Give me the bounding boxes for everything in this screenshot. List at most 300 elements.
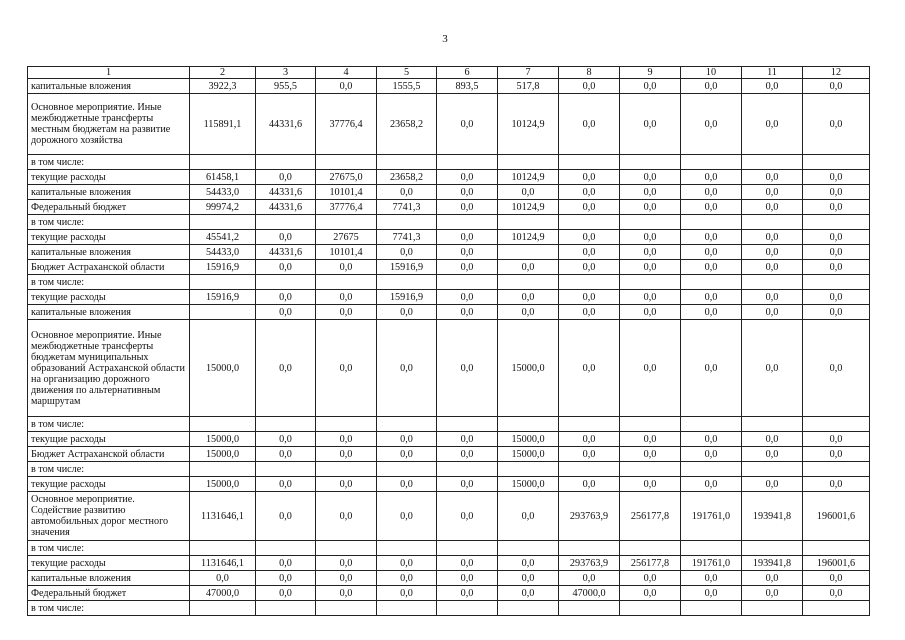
table-cell: 0,0	[256, 260, 316, 275]
table-cell: 0,0	[681, 571, 742, 586]
table-cell: 0,0	[437, 170, 498, 185]
table-cell	[190, 275, 256, 290]
table-cell: 27675	[316, 230, 377, 245]
table-cell	[681, 601, 742, 616]
table-cell: 0,0	[803, 185, 870, 200]
table-cell	[498, 215, 559, 230]
table-cell: 7741,3	[377, 200, 437, 215]
table-cell: 0,0	[742, 79, 803, 94]
table-cell: 0,0	[742, 185, 803, 200]
table-cell: 0,0	[803, 245, 870, 260]
table-row	[28, 200, 870, 215]
table-cell	[681, 155, 742, 170]
table-row	[28, 586, 870, 601]
table-cell	[437, 462, 498, 477]
table-cell	[498, 155, 559, 170]
table-cell: 0,0	[437, 185, 498, 200]
table-cell: 15916,9	[190, 290, 256, 305]
table-cell: 0,0	[377, 556, 437, 571]
table-cell: 0,0	[681, 447, 742, 462]
table-cell: 0,0	[437, 94, 498, 155]
table-cell	[190, 541, 256, 556]
table-cell: 0,0	[377, 586, 437, 601]
table-cell	[190, 155, 256, 170]
row-label: текущие расходы	[28, 432, 190, 447]
table-cell: 0,0	[316, 447, 377, 462]
table-cell: 0,0	[620, 432, 681, 447]
table-cell: 0,0	[620, 290, 681, 305]
table-cell	[256, 462, 316, 477]
table-cell: 7741,3	[377, 230, 437, 245]
table-cell: 0,0	[316, 260, 377, 275]
table-cell	[620, 155, 681, 170]
table-cell: 517,8	[498, 79, 559, 94]
table-cell	[559, 462, 620, 477]
table-cell: 0,0	[742, 200, 803, 215]
table-cell: 0,0	[742, 432, 803, 447]
table-cell: 15916,9	[377, 290, 437, 305]
table-row	[28, 320, 870, 417]
table-cell	[620, 215, 681, 230]
table-cell	[377, 215, 437, 230]
table-cell	[559, 541, 620, 556]
table-cell: 0,0	[620, 230, 681, 245]
row-label: текущие расходы	[28, 170, 190, 185]
table-cell	[559, 601, 620, 616]
table-cell: 15000,0	[190, 320, 256, 417]
table-cell: 0,0	[681, 94, 742, 155]
row-label: в том числе:	[28, 215, 190, 230]
row-label: в том числе:	[28, 155, 190, 170]
table-cell: 893,5	[437, 79, 498, 94]
table-cell	[190, 462, 256, 477]
table-cell: 0,0	[498, 556, 559, 571]
table-cell: 0,0	[437, 305, 498, 320]
column-header: 8	[559, 67, 620, 79]
table-cell: 0,0	[316, 586, 377, 601]
table-cell	[620, 275, 681, 290]
table-cell: 0,0	[742, 94, 803, 155]
table-cell: 15000,0	[498, 432, 559, 447]
table-cell: 37776,4	[316, 94, 377, 155]
table-cell: 0,0	[437, 586, 498, 601]
table-cell: 1131646,1	[190, 556, 256, 571]
table-cell: 0,0	[742, 290, 803, 305]
column-header: 11	[742, 67, 803, 79]
table-cell: 191761,0	[681, 492, 742, 541]
table-cell: 0,0	[559, 447, 620, 462]
table-cell	[377, 155, 437, 170]
table-cell: 0,0	[742, 586, 803, 601]
column-header: 10	[681, 67, 742, 79]
table-cell	[742, 155, 803, 170]
table-cell	[256, 601, 316, 616]
table-cell: 0,0	[256, 305, 316, 320]
table-cell: 47000,0	[559, 586, 620, 601]
table-cell: 0,0	[256, 447, 316, 462]
row-label: в том числе:	[28, 462, 190, 477]
table-cell: 0,0	[559, 290, 620, 305]
row-label: капитальные вложения	[28, 305, 190, 320]
table-cell: 54433,0	[190, 245, 256, 260]
table-cell	[256, 155, 316, 170]
row-label: капитальные вложения	[28, 79, 190, 94]
table-cell: 0,0	[620, 305, 681, 320]
table-cell: 15000,0	[498, 320, 559, 417]
table-cell	[316, 462, 377, 477]
table-cell: 0,0	[377, 432, 437, 447]
table-row	[28, 155, 870, 170]
table-cell: 256177,8	[620, 556, 681, 571]
table-row	[28, 541, 870, 556]
table-cell: 0,0	[316, 556, 377, 571]
table-cell: 0,0	[803, 571, 870, 586]
table-cell: 0,0	[316, 290, 377, 305]
table-cell: 0,0	[803, 320, 870, 417]
table-cell: 193941,8	[742, 556, 803, 571]
table-cell: 54433,0	[190, 185, 256, 200]
row-label: в том числе:	[28, 417, 190, 432]
table-cell: 0,0	[316, 571, 377, 586]
table-cell: 0,0	[620, 245, 681, 260]
table-cell	[316, 417, 377, 432]
table-cell	[256, 275, 316, 290]
table-cell: 0,0	[316, 305, 377, 320]
table-cell: 0,0	[377, 477, 437, 492]
table-cell: 47000,0	[190, 586, 256, 601]
column-header: 1	[28, 67, 190, 79]
table-cell: 0,0	[437, 447, 498, 462]
table-cell: 0,0	[377, 185, 437, 200]
column-header: 12	[803, 67, 870, 79]
table-cell	[803, 601, 870, 616]
table-cell	[316, 155, 377, 170]
table-cell	[742, 275, 803, 290]
table-row	[28, 170, 870, 185]
table-cell: 15000,0	[498, 477, 559, 492]
table-cell: 10124,9	[498, 230, 559, 245]
table-cell: 0,0	[803, 94, 870, 155]
column-header: 2	[190, 67, 256, 79]
table-cell	[316, 541, 377, 556]
table-cell: 0,0	[620, 320, 681, 417]
table-cell: 10124,9	[498, 200, 559, 215]
table-cell: 0,0	[620, 185, 681, 200]
table-cell: 0,0	[256, 586, 316, 601]
table-cell	[190, 417, 256, 432]
table-cell: 3922,3	[190, 79, 256, 94]
table-cell	[190, 305, 256, 320]
table-cell	[803, 155, 870, 170]
table-cell: 0,0	[377, 492, 437, 541]
table-cell: 0,0	[377, 320, 437, 417]
table-cell: 0,0	[498, 571, 559, 586]
table-cell	[803, 275, 870, 290]
row-label: в том числе:	[28, 601, 190, 616]
table-row	[28, 492, 870, 541]
table-cell: 196001,6	[803, 556, 870, 571]
table-cell	[803, 541, 870, 556]
table-cell	[559, 215, 620, 230]
table-cell: 293763,9	[559, 492, 620, 541]
row-label: Федеральный бюджет	[28, 200, 190, 215]
table-cell: 0,0	[620, 447, 681, 462]
row-label: капитальные вложения	[28, 185, 190, 200]
table-cell	[803, 462, 870, 477]
table-cell: 44331,6	[256, 94, 316, 155]
table-cell: 15000,0	[498, 447, 559, 462]
table-cell	[681, 417, 742, 432]
table-cell: 0,0	[256, 230, 316, 245]
table-cell: 0,0	[498, 492, 559, 541]
table-cell: 0,0	[803, 447, 870, 462]
row-label: Бюджет Астраханской области	[28, 260, 190, 275]
table-cell	[437, 215, 498, 230]
table-cell	[190, 601, 256, 616]
table-row	[28, 477, 870, 492]
table-cell: 0,0	[742, 245, 803, 260]
table-cell: 0,0	[559, 170, 620, 185]
table-cell: 0,0	[256, 432, 316, 447]
table-cell: 955,5	[256, 79, 316, 94]
table-cell	[498, 541, 559, 556]
table-cell: 10124,9	[498, 94, 559, 155]
table-row	[28, 245, 870, 260]
table-cell	[803, 417, 870, 432]
table-cell: 0,0	[559, 200, 620, 215]
table-cell: 0,0	[620, 170, 681, 185]
table-cell: 15000,0	[190, 447, 256, 462]
table-cell	[437, 275, 498, 290]
table-cell: 0,0	[437, 571, 498, 586]
table-cell: 0,0	[681, 79, 742, 94]
table-cell: 45541,2	[190, 230, 256, 245]
table-cell: 0,0	[377, 447, 437, 462]
table-cell: 0,0	[681, 305, 742, 320]
table-cell	[620, 601, 681, 616]
table-cell	[742, 417, 803, 432]
table-cell: 0,0	[498, 305, 559, 320]
table-cell: 37776,4	[316, 200, 377, 215]
table-cell: 44331,6	[256, 245, 316, 260]
table-cell: 0,0	[681, 586, 742, 601]
table-cell: 0,0	[681, 432, 742, 447]
table-cell: 27675,0	[316, 170, 377, 185]
table-row	[28, 571, 870, 586]
table-cell: 0,0	[437, 290, 498, 305]
table-cell	[377, 601, 437, 616]
table-cell: 0,0	[742, 477, 803, 492]
table-row	[28, 290, 870, 305]
table-cell: 0,0	[559, 94, 620, 155]
table-cell	[377, 541, 437, 556]
table-cell: 191761,0	[681, 556, 742, 571]
row-label: текущие расходы	[28, 556, 190, 571]
table-cell: 0,0	[559, 79, 620, 94]
table-cell: 0,0	[256, 477, 316, 492]
table-cell: 0,0	[437, 556, 498, 571]
column-header: 9	[620, 67, 681, 79]
table-cell: 0,0	[437, 230, 498, 245]
table-cell: 256177,8	[620, 492, 681, 541]
table-cell	[742, 601, 803, 616]
table-cell	[498, 601, 559, 616]
table-cell	[681, 462, 742, 477]
row-label: Бюджет Астраханской области	[28, 447, 190, 462]
table-cell	[256, 541, 316, 556]
table-cell: 0,0	[498, 185, 559, 200]
column-header: 7	[498, 67, 559, 79]
row-label: текущие расходы	[28, 477, 190, 492]
table-cell: 0,0	[498, 290, 559, 305]
table-cell: 0,0	[620, 586, 681, 601]
table-row	[28, 462, 870, 477]
table-cell: 0,0	[559, 571, 620, 586]
row-label: в том числе:	[28, 275, 190, 290]
table-cell: 0,0	[377, 305, 437, 320]
table-cell	[742, 215, 803, 230]
table-cell: 0,0	[803, 79, 870, 94]
table-cell: 0,0	[742, 320, 803, 417]
table-cell: 10124,9	[498, 170, 559, 185]
table-cell	[377, 462, 437, 477]
table-cell: 0,0	[803, 290, 870, 305]
table-cell: 15000,0	[190, 477, 256, 492]
table-cell: 0,0	[803, 260, 870, 275]
table-cell: 0,0	[437, 200, 498, 215]
table-cell: 23658,2	[377, 94, 437, 155]
table-cell: 0,0	[559, 230, 620, 245]
table-cell: 0,0	[190, 571, 256, 586]
table-row	[28, 447, 870, 462]
table-cell: 0,0	[681, 170, 742, 185]
table-cell: 15916,9	[377, 260, 437, 275]
table-cell: 0,0	[316, 320, 377, 417]
table-cell: 0,0	[803, 477, 870, 492]
table-cell: 0,0	[742, 571, 803, 586]
table-cell: 10101,4	[316, 185, 377, 200]
table-cell: 0,0	[498, 586, 559, 601]
table-row	[28, 275, 870, 290]
table-cell: 0,0	[498, 260, 559, 275]
table-row	[28, 432, 870, 447]
table-cell	[256, 215, 316, 230]
row-label: капитальные вложения	[28, 571, 190, 586]
table-cell: 44331,6	[256, 185, 316, 200]
table-cell: 0,0	[256, 492, 316, 541]
column-header: 4	[316, 67, 377, 79]
table-cell: 293763,9	[559, 556, 620, 571]
table-cell	[620, 462, 681, 477]
table-cell: 115891,1	[190, 94, 256, 155]
table-cell	[803, 215, 870, 230]
table-cell	[559, 155, 620, 170]
table-cell: 0,0	[316, 492, 377, 541]
table-cell: 0,0	[377, 571, 437, 586]
table-cell: 0,0	[437, 245, 498, 260]
table-cell: 10101,4	[316, 245, 377, 260]
table-cell: 0,0	[803, 230, 870, 245]
table-cell: 0,0	[620, 571, 681, 586]
table-cell: 0,0	[681, 320, 742, 417]
table-cell: 0,0	[681, 290, 742, 305]
table-row	[28, 185, 870, 200]
table-row	[28, 79, 870, 94]
table-cell: 15916,9	[190, 260, 256, 275]
table-cell: 15000,0	[190, 432, 256, 447]
table-cell: 0,0	[803, 170, 870, 185]
table-cell: 44331,6	[256, 200, 316, 215]
table-cell: 196001,6	[803, 492, 870, 541]
table-cell	[437, 541, 498, 556]
table-cell: 0,0	[620, 200, 681, 215]
table-cell: 0,0	[620, 94, 681, 155]
table-cell	[498, 245, 559, 260]
table-cell: 1555,5	[377, 79, 437, 94]
row-label: Основное мероприятие. Иные межбюджетные трансферты местным бюджетам на развитие дорожного хозяйства	[28, 94, 190, 155]
table-cell	[742, 541, 803, 556]
table-cell: 0,0	[742, 260, 803, 275]
table-row	[28, 417, 870, 432]
table-row	[28, 94, 870, 155]
table-cell	[742, 462, 803, 477]
table-cell	[559, 275, 620, 290]
table-cell: 0,0	[620, 79, 681, 94]
row-label: текущие расходы	[28, 230, 190, 245]
table-cell: 0,0	[559, 245, 620, 260]
table-cell: 0,0	[559, 320, 620, 417]
table-cell: 0,0	[316, 432, 377, 447]
table-header-row	[28, 67, 870, 79]
table-cell	[498, 462, 559, 477]
table-cell: 0,0	[803, 200, 870, 215]
table-cell: 0,0	[681, 477, 742, 492]
table-cell: 0,0	[681, 245, 742, 260]
row-label: текущие расходы	[28, 290, 190, 305]
table-cell: 0,0	[803, 432, 870, 447]
table-cell	[498, 417, 559, 432]
table-cell: 0,0	[256, 290, 316, 305]
row-label: капитальные вложения	[28, 245, 190, 260]
row-label: Федеральный бюджет	[28, 586, 190, 601]
table-cell: 0,0	[742, 305, 803, 320]
table-row	[28, 260, 870, 275]
table-cell: 0,0	[256, 320, 316, 417]
table-row	[28, 305, 870, 320]
table-cell: 0,0	[437, 260, 498, 275]
table-cell: 0,0	[681, 260, 742, 275]
row-label: Основное мероприятие. Иные межбюджетные трансферты бюджетам муниципальных образований Астраханской области на организацию дорожного движения по альтернативным маршрутам	[28, 320, 190, 417]
table-cell: 0,0	[256, 170, 316, 185]
table-cell	[681, 541, 742, 556]
table-cell	[316, 215, 377, 230]
table-cell: 0,0	[620, 260, 681, 275]
table-cell	[681, 275, 742, 290]
table-cell: 0,0	[316, 477, 377, 492]
page-number: 3	[442, 33, 448, 45]
table-cell: 61458,1	[190, 170, 256, 185]
table-cell	[681, 215, 742, 230]
table-cell	[498, 275, 559, 290]
table-cell: 1131646,1	[190, 492, 256, 541]
table-row	[28, 601, 870, 616]
table-row	[28, 230, 870, 245]
table-cell: 0,0	[437, 477, 498, 492]
table-cell: 0,0	[559, 432, 620, 447]
table-cell: 0,0	[559, 260, 620, 275]
table-cell	[437, 601, 498, 616]
table-cell	[377, 417, 437, 432]
